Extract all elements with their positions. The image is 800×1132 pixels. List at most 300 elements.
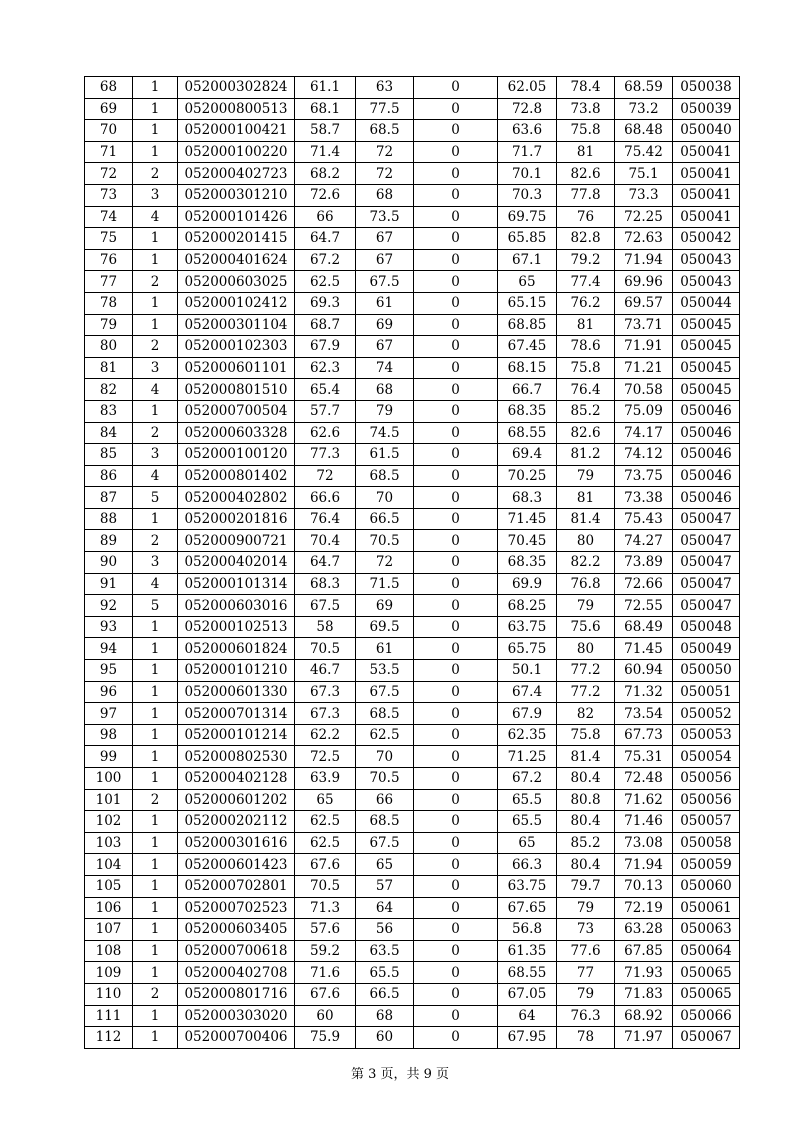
table-cell: 82.8 [557, 228, 615, 250]
table-cell: 101 [85, 789, 133, 811]
table-cell: 67.5 [356, 681, 414, 703]
table-cell: 65.85 [498, 228, 557, 250]
table-cell: 050066 [673, 1005, 740, 1027]
table-cell: 71 [85, 141, 133, 163]
table-cell: 050046 [673, 444, 740, 466]
table-cell: 70.3 [498, 184, 557, 206]
table-row [85, 141, 740, 163]
table-cell: 75 [85, 228, 133, 250]
table-cell: 80 [557, 638, 615, 660]
table-cell: 72.48 [615, 768, 673, 790]
table-cell: 052000102412 [178, 292, 295, 314]
table-cell: 67.73 [615, 724, 673, 746]
table-cell: 86 [85, 465, 133, 487]
table-cell: 4 [133, 206, 178, 228]
table-cell: 81 [557, 141, 615, 163]
table-cell: 68 [356, 379, 414, 401]
table-cell: 110 [85, 983, 133, 1005]
table-cell: 052000101210 [178, 660, 295, 682]
table-cell: 62.5 [295, 832, 356, 854]
table-row [85, 919, 740, 941]
table-cell: 79.2 [557, 249, 615, 271]
table-cell: 69 [356, 314, 414, 336]
table-cell: 052000101214 [178, 724, 295, 746]
table-cell: 052000402128 [178, 768, 295, 790]
table-cell: 050057 [673, 811, 740, 833]
table-cell: 60.94 [615, 660, 673, 682]
table-cell: 71.7 [498, 141, 557, 163]
table-cell: 63.28 [615, 919, 673, 941]
table-cell: 68.85 [498, 314, 557, 336]
table-cell: 71.45 [615, 638, 673, 660]
table-cell: 1 [133, 897, 178, 919]
table-cell: 80.4 [557, 768, 615, 790]
table-cell: 0 [414, 919, 498, 941]
table-cell: 052000801510 [178, 379, 295, 401]
table-cell: 63 [356, 77, 414, 99]
table-cell: 78.6 [557, 336, 615, 358]
table-cell: 71.93 [615, 962, 673, 984]
table-cell: 0 [414, 357, 498, 379]
table-cell: 62.05 [498, 77, 557, 99]
table-row [85, 1027, 740, 1049]
table-cell: 63.6 [498, 120, 557, 142]
table-cell: 050045 [673, 314, 740, 336]
table-cell: 052000800513 [178, 98, 295, 120]
table-cell: 3 [133, 444, 178, 466]
table-row [85, 789, 740, 811]
table-cell: 052000301104 [178, 314, 295, 336]
table-cell: 64 [498, 1005, 557, 1027]
table-cell: 0 [414, 768, 498, 790]
table-row [85, 832, 740, 854]
table-cell: 74 [356, 357, 414, 379]
table-cell: 87 [85, 487, 133, 509]
table-cell: 73.8 [557, 98, 615, 120]
table-cell: 050046 [673, 487, 740, 509]
table-cell: 85 [85, 444, 133, 466]
table-cell: 67.5 [295, 595, 356, 617]
table-cell: 050047 [673, 552, 740, 574]
table-cell: 68.7 [295, 314, 356, 336]
table-cell: 1 [133, 616, 178, 638]
table-cell: 050044 [673, 292, 740, 314]
table-cell: 0 [414, 638, 498, 660]
table-cell: 71.46 [615, 811, 673, 833]
table-cell: 67.9 [295, 336, 356, 358]
table-cell: 76.2 [557, 292, 615, 314]
table-cell: 1 [133, 1005, 178, 1027]
table-cell: 1 [133, 1027, 178, 1049]
table-row [85, 962, 740, 984]
table-cell: 65 [498, 271, 557, 293]
table-cell: 61.35 [498, 940, 557, 962]
table-cell: 0 [414, 573, 498, 595]
table-cell: 0 [414, 660, 498, 682]
table-cell: 0 [414, 487, 498, 509]
table-row [85, 444, 740, 466]
table-cell: 56 [356, 919, 414, 941]
table-cell: 0 [414, 703, 498, 725]
table-cell: 68 [356, 184, 414, 206]
table-cell: 0 [414, 811, 498, 833]
table-cell: 0 [414, 444, 498, 466]
table-row [85, 336, 740, 358]
table-cell: 052000401624 [178, 249, 295, 271]
table-cell: 052000801716 [178, 983, 295, 1005]
table-cell: 052000402014 [178, 552, 295, 574]
table-cell: 2 [133, 422, 178, 444]
table-cell: 75.8 [557, 724, 615, 746]
table-cell: 111 [85, 1005, 133, 1027]
table-cell: 0 [414, 336, 498, 358]
table-cell: 65.4 [295, 379, 356, 401]
table-cell: 61.1 [295, 77, 356, 99]
table-cell: 72.6 [295, 184, 356, 206]
table-cell: 1 [133, 98, 178, 120]
table-row [85, 422, 740, 444]
table-cell: 74 [85, 206, 133, 228]
table-cell: 050065 [673, 962, 740, 984]
table-cell: 1 [133, 508, 178, 530]
table-cell: 70.5 [356, 530, 414, 552]
table-cell: 62.3 [295, 357, 356, 379]
table-cell: 73.75 [615, 465, 673, 487]
table-row [85, 983, 740, 1005]
table-cell: 71.6 [295, 962, 356, 984]
table-cell: 0 [414, 400, 498, 422]
table-cell: 050047 [673, 573, 740, 595]
table-cell: 050048 [673, 616, 740, 638]
table-cell: 69.5 [356, 616, 414, 638]
table-cell: 052000603016 [178, 595, 295, 617]
table-cell: 70.5 [356, 768, 414, 790]
table-cell: 052000100120 [178, 444, 295, 466]
table-cell: 052000101426 [178, 206, 295, 228]
table-cell: 58 [295, 616, 356, 638]
table-cell: 0 [414, 983, 498, 1005]
table-cell: 67.5 [356, 271, 414, 293]
table-cell: 74.27 [615, 530, 673, 552]
table-cell: 71.3 [295, 897, 356, 919]
table-cell: 79 [557, 897, 615, 919]
table-cell: 62.35 [498, 724, 557, 746]
table-cell: 052000102513 [178, 616, 295, 638]
table-cell: 050064 [673, 940, 740, 962]
table-cell: 052000201415 [178, 228, 295, 250]
table-cell: 76.4 [295, 508, 356, 530]
table-cell: 78 [85, 292, 133, 314]
table-cell: 80 [85, 336, 133, 358]
table-cell: 75.42 [615, 141, 673, 163]
table-cell: 82.2 [557, 552, 615, 574]
table-cell: 72 [295, 465, 356, 487]
table-cell: 68 [85, 77, 133, 99]
table-cell: 79 [557, 465, 615, 487]
table-row [85, 206, 740, 228]
table-cell: 0 [414, 897, 498, 919]
table-cell: 3 [133, 357, 178, 379]
table-cell: 0 [414, 314, 498, 336]
table-cell: 71.32 [615, 681, 673, 703]
table-row [85, 552, 740, 574]
table-cell: 92 [85, 595, 133, 617]
table-cell: 050043 [673, 271, 740, 293]
table-cell: 75.8 [557, 120, 615, 142]
table-cell: 61 [356, 292, 414, 314]
table-cell: 102 [85, 811, 133, 833]
table-cell: 75.31 [615, 746, 673, 768]
table-cell: 70.4 [295, 530, 356, 552]
table-cell: 71.45 [498, 508, 557, 530]
table-cell: 052000603328 [178, 422, 295, 444]
table-cell: 0 [414, 422, 498, 444]
table-cell: 70.45 [498, 530, 557, 552]
table-cell: 77 [557, 962, 615, 984]
table-cell: 98 [85, 724, 133, 746]
table-cell: 69.3 [295, 292, 356, 314]
table-cell: 81.4 [557, 746, 615, 768]
table-cell: 76 [85, 249, 133, 271]
table-cell: 67.2 [498, 768, 557, 790]
table-cell: 050040 [673, 120, 740, 142]
table-cell: 58.7 [295, 120, 356, 142]
table-cell: 1 [133, 832, 178, 854]
table-cell: 052000301616 [178, 832, 295, 854]
page-footer: 第 3 页，共 9 页 [350, 1067, 450, 1082]
table-cell: 79.7 [557, 875, 615, 897]
table-cell: 77.8 [557, 184, 615, 206]
table-cell: 62.2 [295, 724, 356, 746]
table-cell: 72 [85, 163, 133, 185]
table-cell: 68.49 [615, 616, 673, 638]
table-cell: 82 [85, 379, 133, 401]
table-cell: 74.5 [356, 422, 414, 444]
table-cell: 67.05 [498, 983, 557, 1005]
table-cell: 0 [414, 292, 498, 314]
table-cell: 93 [85, 616, 133, 638]
table-cell: 68.1 [295, 98, 356, 120]
table-cell: 052000702523 [178, 897, 295, 919]
table-cell: 0 [414, 465, 498, 487]
table-cell: 71.5 [356, 573, 414, 595]
table-cell: 72.19 [615, 897, 673, 919]
table-cell: 050056 [673, 789, 740, 811]
table-row [85, 98, 740, 120]
table-cell: 82.6 [557, 422, 615, 444]
table-cell: 050065 [673, 983, 740, 1005]
table-cell: 68.55 [498, 962, 557, 984]
table-cell: 1 [133, 703, 178, 725]
table-cell: 5 [133, 595, 178, 617]
table-cell: 73.08 [615, 832, 673, 854]
table-cell: 72.63 [615, 228, 673, 250]
table-cell: 70.5 [295, 875, 356, 897]
table-cell: 050047 [673, 595, 740, 617]
table-cell: 69.57 [615, 292, 673, 314]
table-cell: 1 [133, 638, 178, 660]
table-cell: 73.89 [615, 552, 673, 574]
table-row [85, 271, 740, 293]
table-cell: 3 [133, 552, 178, 574]
table-cell: 94 [85, 638, 133, 660]
table-cell: 1 [133, 811, 178, 833]
table-cell: 67.4 [498, 681, 557, 703]
table-cell: 109 [85, 962, 133, 984]
table-cell: 67.9 [498, 703, 557, 725]
table-cell: 1 [133, 768, 178, 790]
table-cell: 67.65 [498, 897, 557, 919]
table-cell: 68.5 [356, 465, 414, 487]
table-cell: 62.5 [356, 724, 414, 746]
table-cell: 050043 [673, 249, 740, 271]
table-cell: 67 [356, 336, 414, 358]
table-cell: 79 [557, 983, 615, 1005]
table-cell: 71.94 [615, 854, 673, 876]
table-cell: 77.6 [557, 940, 615, 962]
table-cell: 71.83 [615, 983, 673, 1005]
table-cell: 050042 [673, 228, 740, 250]
table-row [85, 228, 740, 250]
table-cell: 66 [356, 789, 414, 811]
table-cell: 0 [414, 379, 498, 401]
table-cell: 1 [133, 919, 178, 941]
table-cell: 0 [414, 530, 498, 552]
table-cell: 050045 [673, 379, 740, 401]
table-cell: 66.5 [356, 983, 414, 1005]
table-row [85, 746, 740, 768]
table-cell: 70.1 [498, 163, 557, 185]
table-row [85, 530, 740, 552]
table-cell: 0 [414, 120, 498, 142]
table-cell: 72 [356, 141, 414, 163]
table-cell: 73 [557, 919, 615, 941]
table-cell: 67.85 [615, 940, 673, 962]
table-cell: 80.8 [557, 789, 615, 811]
table-cell: 050049 [673, 638, 740, 660]
table-row [85, 897, 740, 919]
table-cell: 71.62 [615, 789, 673, 811]
table-cell: 052000303020 [178, 1005, 295, 1027]
table-cell: 70.5 [295, 638, 356, 660]
table-cell: 0 [414, 1005, 498, 1027]
table-cell: 75.43 [615, 508, 673, 530]
table-cell: 85.2 [557, 400, 615, 422]
table-cell: 70.13 [615, 875, 673, 897]
table-row [85, 120, 740, 142]
table-cell: 0 [414, 98, 498, 120]
table-cell: 105 [85, 875, 133, 897]
table-cell: 62.5 [295, 811, 356, 833]
table-cell: 65 [295, 789, 356, 811]
table-cell: 67.6 [295, 983, 356, 1005]
table-cell: 74.12 [615, 444, 673, 466]
table-cell: 67.3 [295, 703, 356, 725]
table-cell: 050053 [673, 724, 740, 746]
table-cell: 65.5 [356, 962, 414, 984]
table-cell: 77.2 [557, 681, 615, 703]
table-row [85, 379, 740, 401]
table-cell: 76.8 [557, 573, 615, 595]
table-cell: 052000301210 [178, 184, 295, 206]
table-cell: 69.96 [615, 271, 673, 293]
table-cell: 65.15 [498, 292, 557, 314]
table-cell: 100 [85, 768, 133, 790]
table-cell: 66.3 [498, 854, 557, 876]
table-cell: 0 [414, 724, 498, 746]
table-cell: 65.5 [498, 789, 557, 811]
table-cell: 61.5 [356, 444, 414, 466]
table-cell: 1 [133, 875, 178, 897]
table-cell: 050046 [673, 422, 740, 444]
table-cell: 57.6 [295, 919, 356, 941]
table-cell: 052000601824 [178, 638, 295, 660]
table-row [85, 163, 740, 185]
table-cell: 71.97 [615, 1027, 673, 1049]
table-cell: 0 [414, 552, 498, 574]
table-cell: 73.5 [356, 206, 414, 228]
table-cell: 0 [414, 595, 498, 617]
table-cell: 052000402708 [178, 962, 295, 984]
table-cell: 75.8 [557, 357, 615, 379]
table-cell: 68.59 [615, 77, 673, 99]
table-cell: 72 [356, 163, 414, 185]
table-cell: 050061 [673, 897, 740, 919]
table-cell: 77 [85, 271, 133, 293]
table-cell: 052000101314 [178, 573, 295, 595]
table-cell: 052000601330 [178, 681, 295, 703]
table-row [85, 724, 740, 746]
table-cell: 050063 [673, 919, 740, 941]
table-cell: 66.7 [498, 379, 557, 401]
table-cell: 052000601423 [178, 854, 295, 876]
table-cell: 0 [414, 508, 498, 530]
table-cell: 050045 [673, 336, 740, 358]
table-cell: 88 [85, 508, 133, 530]
table-cell: 63.5 [356, 940, 414, 962]
table-cell: 0 [414, 184, 498, 206]
table-cell: 050051 [673, 681, 740, 703]
table-cell: 66.6 [295, 487, 356, 509]
table-cell: 050047 [673, 508, 740, 530]
table-cell: 1 [133, 854, 178, 876]
table-cell: 2 [133, 163, 178, 185]
table-cell: 050039 [673, 98, 740, 120]
table-cell: 050059 [673, 854, 740, 876]
table-cell: 70 [85, 120, 133, 142]
table-cell: 68.3 [498, 487, 557, 509]
table-cell: 77.4 [557, 271, 615, 293]
table-cell: 67 [356, 228, 414, 250]
table-row [85, 573, 740, 595]
table-row [85, 854, 740, 876]
table-cell: 052000100220 [178, 141, 295, 163]
table-cell: 69.75 [498, 206, 557, 228]
table-cell: 78.4 [557, 77, 615, 99]
table-cell: 0 [414, 746, 498, 768]
table-cell: 65.5 [498, 811, 557, 833]
table-cell: 76.3 [557, 1005, 615, 1027]
table-cell: 68.2 [295, 163, 356, 185]
table-cell: 052000402802 [178, 487, 295, 509]
table-cell: 052000700618 [178, 940, 295, 962]
table-cell: 2 [133, 530, 178, 552]
table-cell: 050041 [673, 141, 740, 163]
table-cell: 050058 [673, 832, 740, 854]
table-cell: 65.75 [498, 638, 557, 660]
table-cell: 65 [356, 854, 414, 876]
table-cell: 81 [557, 314, 615, 336]
